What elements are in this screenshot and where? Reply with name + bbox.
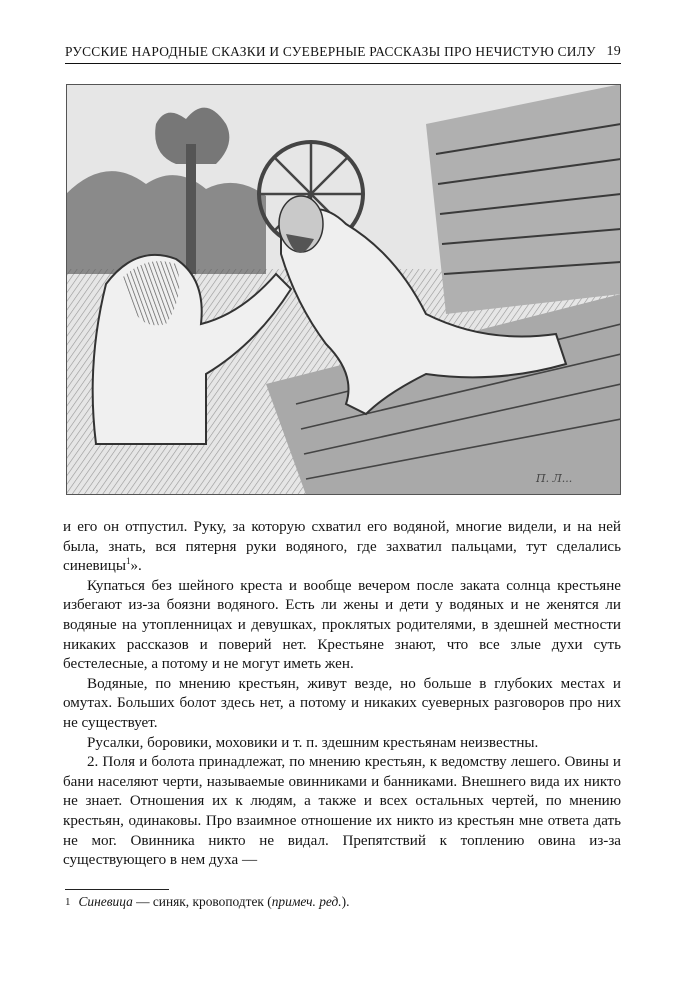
footnote-editor-note: примеч. ред. — [271, 894, 342, 909]
footnote-term: Синевица — [78, 894, 133, 909]
footnote-closing: ). — [341, 894, 350, 909]
willow-trunk — [186, 144, 196, 274]
running-header — [65, 40, 621, 64]
paragraph-1-text: и его он отпустил. Руку, за которую схватил его водяной, многие видели, и на ней была, знать, вся пятерня руки водяного, где захватил пальцами, тут сделались синевицы — [63, 519, 621, 575]
paragraph-4: Русалки, боровики, моховики и т. п. здешним крестьянам неизвестны. — [87, 734, 539, 751]
footnote-divider — [65, 889, 169, 890]
illustration-drawing — [66, 84, 621, 495]
illustration — [66, 84, 621, 495]
body-text — [63, 518, 621, 871]
footnote-number: 1 — [65, 896, 71, 908]
footnote — [65, 893, 621, 911]
running-title: РУССКИЕ НАРОДНЫЕ СКАЗКИ И СУЕВЕРНЫЕ РАССКАЗЫ ПРО НЕЧИСТУЮ СИЛУ — [65, 44, 596, 59]
page-number: 19 — [606, 44, 621, 59]
footnote-definition: — синяк, кровоподтек ( — [132, 894, 272, 909]
log-bathhouse — [426, 84, 621, 314]
paragraph-1-end: ». — [130, 558, 142, 575]
artist-signature: П. Л... — [536, 472, 573, 485]
paragraph-5: 2. Поля и болота принадлежат, по мнению крестьян, к ведомству лешего. Овины и бани населяют черти, называемые овинниками и банниками. Внешнего вида их никто не знает. Отношения их к людям, а также и всех остальных чертей, по мнению крестьян, одинаковы. Про взаимное отношение их никто из крестьян мне ответа дать не мог. Овинника никто не видал. Препятствий к топлению овина из-за существующего в нем духа — — [63, 754, 621, 869]
paragraph-2: Купаться без шейного креста и вообще вечером после заката солнца крестьяне избегают из-за боязни водяного. Есть ли жены и дети у водяных и не женятся ли водяные на утопленницах и девушках, проклятых родителями, в здешней местности никаких рассказов и поверий нет. Крестьяне знают, что все злые духи суть бестелесные, а потому и не могут иметь жен. — [63, 577, 621, 673]
paragraph-1 — [63, 518, 621, 577]
paragraph-3: Водяные, по мнению крестьян, живут везде, но больше в глубоких местах и омутах. Больших болот здесь нет, а потому и никаких суеверных разговоров про них не существует. — [63, 675, 621, 731]
footnote-reference[interactable]: 1 — [125, 556, 131, 567]
